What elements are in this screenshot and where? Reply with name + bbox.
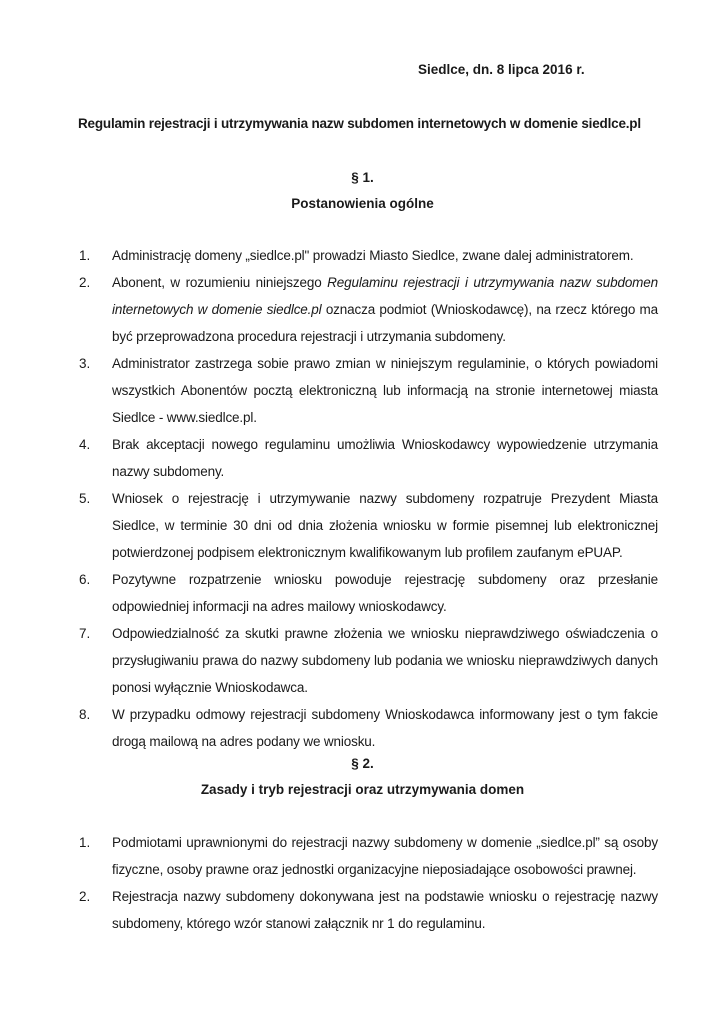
section-1-list [0,242,725,755]
list-item-number: 4. [79,437,91,452]
list-item-number: 3. [79,356,91,371]
list-item-text: Podmiotami uprawnionymi do rejestracji nazwy subdomeny w domenie „siedlce.pl” są osoby fizyczne, osoby prawne oraz jednostki organizacyjne nieposiadające osobowości prawnej. [112,835,658,877]
list-item [0,269,725,350]
section-1-heading: Postanowienia ogólne [291,196,434,211]
section-2-symbol: § 2. [351,756,374,771]
list-item [0,431,725,485]
list-item-text-part: oznacza podmiot (Wnioskodawcę), na rzecz którego ma być przeprowadzona procedura rejestracji i utrzymania subdomeny. [112,302,658,344]
list-item-text: Rejestracja nazwy subdomeny dokonywana jest na podstawie wniosku o rejestrację nazwy subdomeny, którego wzór stanowi załącznik nr 1 do regulaminu. [112,889,658,931]
list-item-number: 1. [79,835,91,850]
document-date: Siedlce, dn. 8 lipca 2016 r. [418,62,585,77]
list-item [0,350,725,431]
list-item-number: 5. [79,491,91,506]
list-item-number: 6. [79,572,91,587]
list-item-number: 8. [79,707,91,722]
list-item-text [112,269,658,350]
list-item-text: Odpowiedzialność za skutki prawne złożenia we wniosku nieprawdziwego oświadczenia o przysługiwaniu prawa do nazwy subdomeny lub podania we wniosku nieprawdziwych danych ponosi wyłącznie Wnioskodawca. [112,626,658,695]
list-item-text: W przypadku odmowy rejestracji subdomeny Wnioskodawca informowany jest o tym fakcie drogą mailową na adres podany we wniosku. [112,707,658,749]
list-item [0,883,725,937]
list-item [0,242,725,269]
section-1-symbol: § 1. [351,170,374,185]
list-item-text: Administrację domeny „siedlce.pl" prowadzi Miasto Siedlce, zwane dalej administratorem. [112,248,634,263]
list-item-text: Administrator zastrzega sobie prawo zmian w niniejszym regulaminie, o których powiadomi wszystkich Abonentów pocztą elektroniczną lub informacją na stronie internetowej miasta Siedlce - www.siedlce.pl. [112,356,658,425]
list-item-text: Pozytywne rozpatrzenie wniosku powoduje rejestrację subdomeny oraz przesłanie odpowiedniej informacji na adres mailowy wnioskodawcy. [112,572,658,614]
list-item [0,701,725,755]
regulation-name-italic: Regulaminu rejestracji i utrzymywania nazw subdomen internetowych w domenie siedlce.pl [112,275,658,317]
section-2-heading: Zasady i tryb rejestracji oraz utrzymywania domen [200,782,525,797]
list-item [0,620,725,701]
list-item [0,485,725,566]
list-item [0,566,725,620]
list-item-number: 2. [79,275,91,290]
list-item-text: Brak akceptacji nowego regulaminu umożliwia Wnioskodawcy wypowiedzenie utrzymania nazwy subdomeny. [112,437,658,479]
list-item-text-part: Abonent, w rozumieniu niniejszego [112,275,328,290]
list-item-number: 2. [79,889,91,904]
document-title: Regulamin rejestracji i utrzymywania nazw subdomen internetowych w domenie siedlce.pl [78,116,641,131]
list-item-text: Wniosek o rejestrację i utrzymywanie nazwy subdomeny rozpatruje Prezydent Miasta Siedlce, w terminie 30 dni od dnia złożenia wniosku w formie pisemnej lub elektronicznej potwierdzonej podpisem elektronicznym kwalifikowanym lub profilem zaufanym ePUAP. [112,491,658,560]
list-item-number: 1. [79,248,91,263]
list-item-number: 7. [79,626,91,641]
section-2-list [0,829,725,937]
list-item [0,829,725,883]
